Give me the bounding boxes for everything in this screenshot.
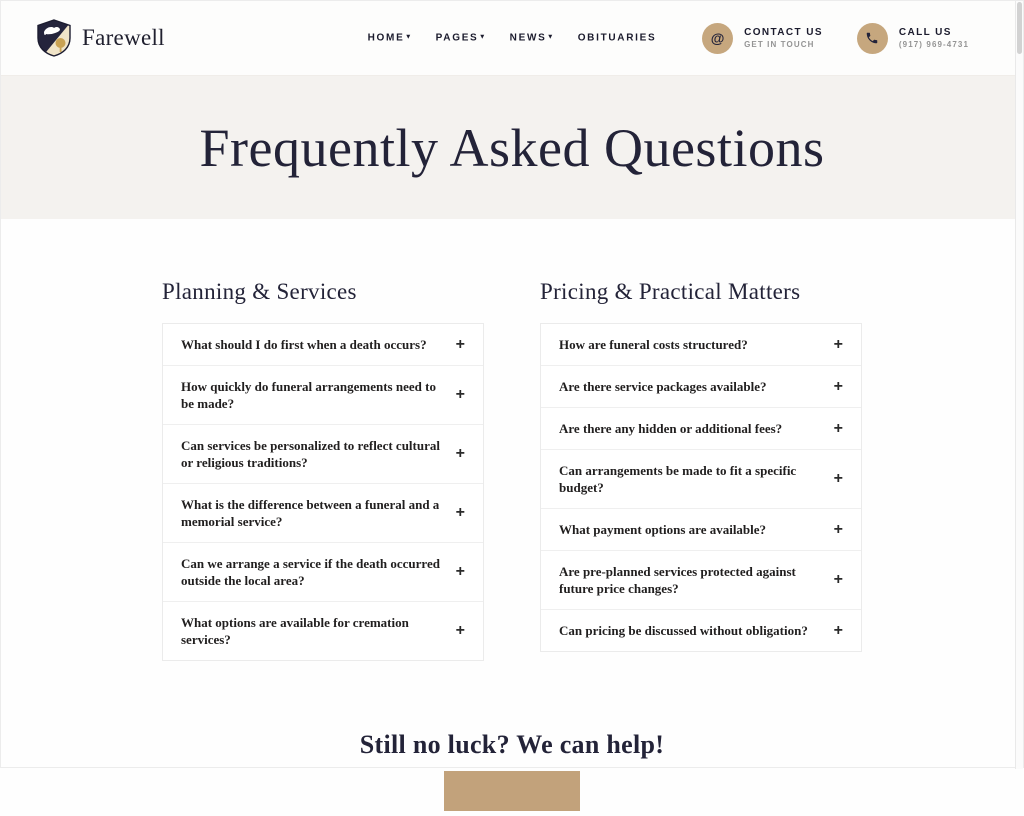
faq-accordion-item[interactable] xyxy=(163,484,483,543)
faq-accordion-item[interactable] xyxy=(541,324,861,366)
plus-expand-icon: + xyxy=(455,504,465,521)
chevron-down-icon: ▾ xyxy=(406,33,412,41)
faq-accordion-item[interactable] xyxy=(163,425,483,484)
faq-question-text: Can services be personalized to reflect cultural or religious traditions? xyxy=(181,438,440,470)
faq-question-text: Are there service packages available? xyxy=(559,379,767,394)
plus-expand-icon: + xyxy=(833,621,843,639)
contact-subtitle: GET IN TOUCH xyxy=(744,40,815,49)
faq-list xyxy=(540,323,862,652)
plus-expand-icon: + xyxy=(833,335,843,353)
faq-accordion-item[interactable] xyxy=(541,610,861,651)
faq-columns xyxy=(162,279,862,661)
faq-column-heading: Planning & Services xyxy=(162,279,357,304)
faq-accordion-item[interactable] xyxy=(541,450,861,509)
faq-column-heading: Pricing & Practical Matters xyxy=(540,279,801,304)
plus-expand-icon: + xyxy=(455,335,465,353)
page-title: Frequently Asked Questions xyxy=(199,117,825,178)
header-actions xyxy=(702,23,969,54)
faq-column xyxy=(540,279,862,661)
faq-accordion-item[interactable] xyxy=(541,366,861,408)
cta-button[interactable] xyxy=(444,771,580,811)
cta-heading: Still no luck? We can help! xyxy=(359,730,665,759)
nav-item-label: NEWS xyxy=(509,32,547,44)
plus-expand-icon: + xyxy=(455,386,465,403)
faq-question-text: How are funeral costs structured? xyxy=(559,337,748,352)
faq-question-text: Are pre-planned services protected against future price changes? xyxy=(559,564,796,596)
plus-expand-icon: + xyxy=(833,571,843,588)
faq-accordion-item[interactable] xyxy=(541,509,861,551)
faq-list xyxy=(162,323,484,661)
contact-us-link[interactable] xyxy=(702,23,823,54)
faq-question-text: What options are available for cremation services? xyxy=(181,615,409,647)
call-us-link[interactable] xyxy=(857,23,969,54)
page-hero xyxy=(1,76,1023,219)
faq-accordion-item[interactable] xyxy=(541,408,861,450)
at-icon: @ xyxy=(702,23,733,54)
call-phone-number: (917) 969-4731 xyxy=(898,40,969,49)
nav-item[interactable] xyxy=(578,33,657,44)
contact-title: CONTACT US xyxy=(744,27,823,38)
faq-question-text: What is the difference between a funeral and a memorial service? xyxy=(181,497,440,529)
faq-section xyxy=(162,279,862,661)
site-header xyxy=(1,1,1023,76)
plus-expand-icon: + xyxy=(833,419,843,437)
faq-question-text: Are there any hidden or additional fees? xyxy=(559,421,783,436)
faq-question-text: Can pricing be discussed without obligation? xyxy=(559,623,808,638)
nav-item-label: OBITUARIES xyxy=(577,32,657,44)
cta-section xyxy=(1,730,1023,816)
chevron-down-icon: ▾ xyxy=(480,33,486,41)
brand-name: Farewell xyxy=(82,25,165,50)
vertical-scrollbar[interactable] xyxy=(1015,1,1023,769)
plus-expand-icon: + xyxy=(833,377,843,395)
faq-column xyxy=(162,279,484,661)
faq-accordion-item[interactable] xyxy=(163,324,483,366)
main-nav xyxy=(368,33,657,44)
plus-expand-icon: + xyxy=(833,470,843,487)
nav-item[interactable] xyxy=(510,33,554,44)
shield-logo-icon xyxy=(36,19,72,57)
faq-question-text: Can we arrange a service if the death occurred outside the local area? xyxy=(181,556,440,588)
chevron-down-icon: ▾ xyxy=(548,33,554,41)
call-title: CALL US xyxy=(898,27,952,38)
plus-expand-icon: + xyxy=(455,622,465,639)
faq-accordion-item[interactable] xyxy=(163,543,483,602)
phone-icon xyxy=(857,23,888,54)
plus-expand-icon: + xyxy=(833,520,843,538)
faq-question-text: What payment options are available? xyxy=(559,522,767,537)
brand-logo[interactable] xyxy=(36,19,165,57)
faq-question-text: How quickly do funeral arrangements need to be made? xyxy=(181,379,436,411)
nav-item-label: HOME xyxy=(367,32,405,44)
faq-question-text: What should I do first when a death occurs? xyxy=(181,337,427,352)
scrollbar-thumb[interactable] xyxy=(1017,2,1022,54)
faq-accordion-item[interactable] xyxy=(163,602,483,660)
faq-accordion-item[interactable] xyxy=(163,366,483,425)
plus-expand-icon: + xyxy=(455,445,465,462)
nav-item-label: PAGES xyxy=(435,32,479,44)
nav-item[interactable] xyxy=(436,33,486,44)
faq-accordion-item[interactable] xyxy=(541,551,861,610)
faq-question-text: Can arrangements be made to fit a specific budget? xyxy=(559,463,797,495)
plus-expand-icon: + xyxy=(455,563,465,580)
nav-item[interactable] xyxy=(368,33,412,44)
